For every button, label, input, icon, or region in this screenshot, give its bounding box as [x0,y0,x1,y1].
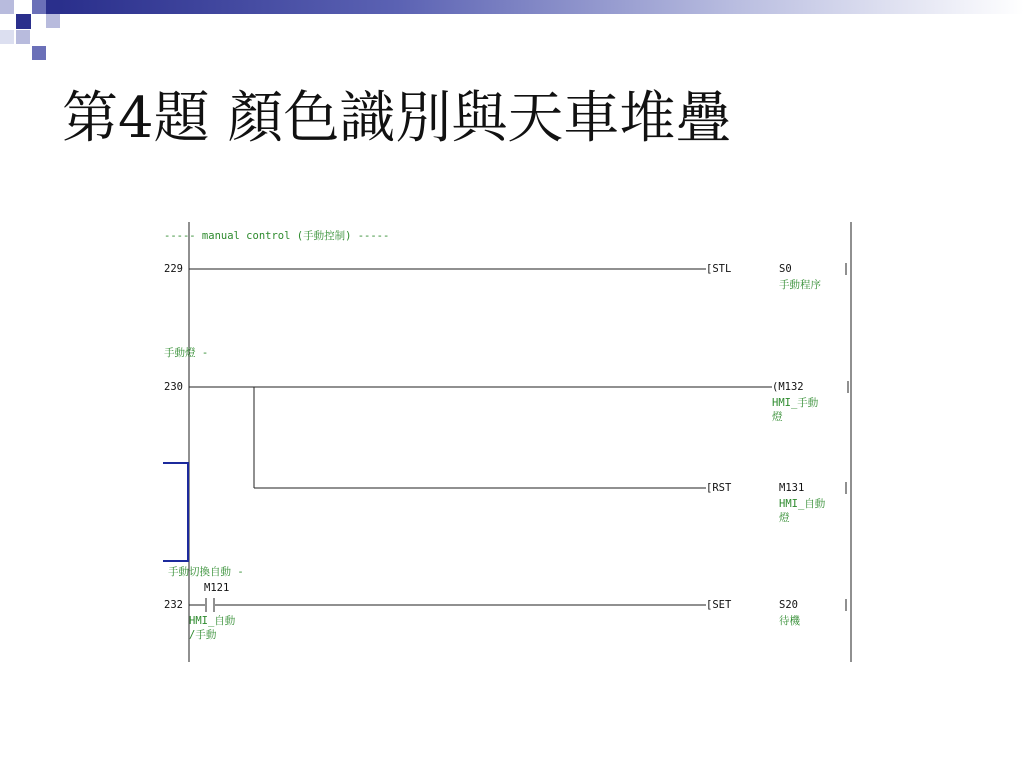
rst-device-comment [779,497,825,525]
corner-square-light-2 [46,14,60,28]
selection-cursor [163,463,188,561]
corner-square-light-3 [16,30,30,44]
contact-m121-comment-line2: /手動 [189,629,217,641]
stl-device-comment: 手動程序 [779,279,821,291]
step-number-229: 229 [164,263,183,275]
rung-230-comment: 手動燈 - [164,347,209,359]
set-device: S20 [779,599,798,611]
coil-m132-comment [772,396,818,424]
set-instruction: [SET [706,599,732,611]
rst-device-comment-line2: 燈 [779,512,790,524]
coil-m132-comment-line1: HMI_手動 [772,397,819,409]
corner-square-dark-1 [16,14,31,29]
coil-m132: (M132 [772,381,804,393]
corner-square-mid-1 [32,0,46,14]
step-number-232: 232 [164,599,183,611]
rst-device-comment-line1: HMI_自動 [779,498,826,510]
stl-device: S0 [779,263,792,275]
coil-m132-comment-line2: 燈 [772,411,783,423]
rst-instruction: [RST [706,482,732,494]
header-gradient-bar [60,0,1024,14]
contact-m121-device: M121 [204,582,230,594]
ladder-diagram [160,218,860,662]
rst-device: M131 [779,482,805,494]
stl-instruction: [STL [706,263,732,275]
section-comment: ----- manual control (手動控制) ----- [164,230,390,242]
ladder-lines [160,218,860,662]
contact-m121-comment-line1: HMI_自動 [189,615,236,627]
corner-square-light-1 [0,0,14,14]
rung-232-comment: 手動切換自動 - [168,566,244,578]
step-number-230: 230 [164,381,183,393]
corner-square-light-4 [0,30,14,44]
contact-m121-comment [189,614,235,642]
corner-square-dark-2 [46,0,60,14]
slide-title: 第4題 顏色識別與天車堆疊 [62,86,732,151]
set-device-comment: 待機 [779,615,800,627]
corner-square-mid-2 [32,46,46,60]
